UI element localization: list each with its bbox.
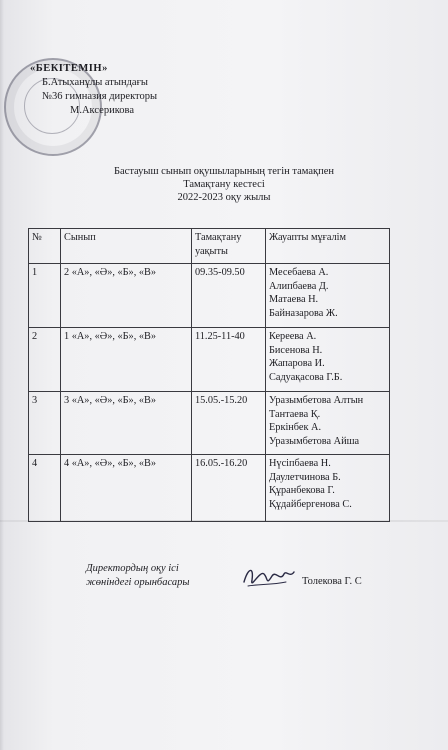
header-teacher: Жауапты мұғалім (266, 229, 390, 264)
table-row (29, 392, 390, 455)
row-teachers (266, 455, 390, 522)
approval-heading: «БЕКІТЕМІН» (30, 63, 108, 74)
teacher-name: Тантаева Қ. (269, 408, 321, 420)
teacher-name: Уразымбетова Айша (269, 435, 360, 447)
teacher-name: Матаева Н. (269, 294, 319, 305)
approval-line-1: Б.Атыханұлы атындағы (42, 77, 148, 88)
signature-line-2: жөніндегі орынбасары (86, 577, 190, 588)
approval-line-2: №36 гимназия директоры (42, 91, 158, 102)
row-teachers (266, 392, 390, 455)
teacher-name: Месебаева А. (269, 267, 329, 278)
row-teachers (266, 328, 390, 392)
row-classes: 4 «А», «Ә», «Б», «В» (61, 455, 192, 522)
teacher-name: Алипбаева Д. (269, 280, 329, 292)
document-title-line-1: Бастауыш сынып оқушыларының тегін тамақпен (113, 166, 335, 177)
row-number: 2 (29, 328, 61, 392)
row-classes: 2 «А», «Ә», «Б», «В» (61, 264, 192, 328)
approval-line-3: М.Аксерикова (70, 105, 134, 116)
approval-block (30, 62, 157, 118)
header-class: Сынып (61, 229, 192, 264)
signature-line-1: Директордың оқу ісі (86, 563, 179, 574)
teacher-name: Құдайбергенова С. (269, 498, 352, 510)
teacher-name: Байназарова Ж. (269, 307, 338, 319)
document-title-line-2: Тамақтану кестесі (183, 179, 265, 190)
signature-title (86, 562, 189, 590)
row-number: 3 (29, 392, 61, 455)
handwritten-signature (238, 560, 298, 592)
row-number: 1 (29, 264, 61, 328)
row-time: 15.05.-15.20 (191, 392, 265, 455)
row-time: 09.35-09.50 (191, 264, 265, 328)
table-row (29, 455, 390, 522)
schedule-table (28, 228, 390, 522)
teacher-name: Уразымбетова Алтын (269, 395, 364, 406)
table-header-row (29, 229, 390, 264)
header-time: Тамақтану уақыты (191, 229, 265, 264)
teacher-name: Бисенова Н. (269, 344, 323, 356)
teacher-name: Кереева А. (269, 331, 317, 342)
signature-name: Толекова Г. С (302, 576, 362, 587)
teacher-name: Құранбекова Г. (269, 485, 335, 496)
teacher-name: Еркінбек А. (269, 422, 322, 433)
teacher-name: Нүсіпбаева Н. (269, 458, 331, 469)
table-row (29, 328, 390, 392)
row-number: 4 (29, 455, 61, 522)
header-number: № (29, 229, 61, 264)
teacher-name: Жапарова И. (269, 358, 325, 369)
teacher-name: Садуақасова Г.Б. (269, 371, 343, 383)
row-classes: 1 «А», «Ә», «Б», «В» (61, 328, 192, 392)
row-time: 16.05.-16.20 (191, 455, 265, 522)
row-time: 11.25-11-40 (191, 328, 265, 392)
row-teachers (266, 264, 390, 328)
teacher-name: Даулетчинова Б. (269, 471, 341, 483)
document-title-line-3: 2022-2023 оқу жылы (177, 192, 271, 203)
row-classes: 3 «А», «Ә», «Б», «В» (61, 392, 192, 455)
table-row (29, 264, 390, 328)
